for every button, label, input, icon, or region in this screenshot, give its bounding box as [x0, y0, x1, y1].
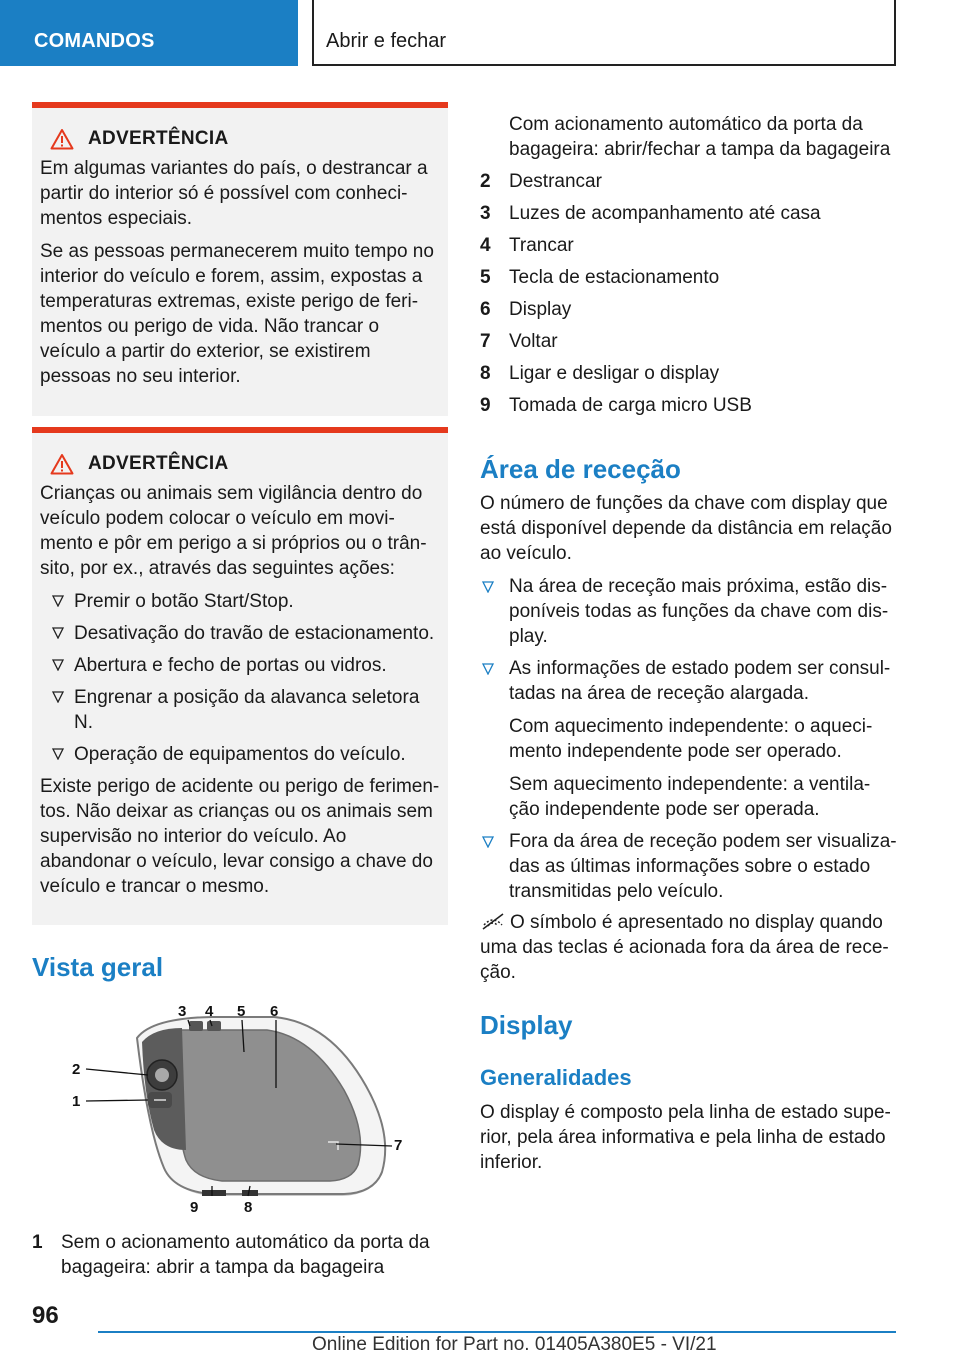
no-signal-icon	[480, 912, 506, 930]
legend-number: 2	[480, 171, 491, 192]
chapter-header	[312, 0, 896, 66]
legend-text: Voltar	[509, 331, 558, 352]
legend-item	[480, 361, 900, 386]
reception-list	[480, 574, 900, 911]
legend-item	[480, 329, 900, 354]
triangle-bullet-icon	[52, 595, 64, 607]
list-item-text: Operação de equipamentos do veículo.	[74, 744, 406, 765]
list-item-text: As informações de estado podem ser consul-tadas na área de receção alargada.	[509, 658, 891, 704]
callout-label: 9	[190, 1199, 199, 1215]
triangle-bullet-icon	[52, 659, 64, 671]
warning-box-1	[32, 102, 448, 416]
triangle-bullet-icon	[482, 581, 494, 593]
legend-number: 3	[480, 203, 491, 224]
legend-item	[32, 1230, 442, 1280]
list-item	[40, 685, 440, 735]
legend-text: Ligar e desligar o display	[509, 363, 720, 384]
legend-text: Sem o acionamento automático da porta da bagageira: abrir a tampa da bagageira	[61, 1232, 430, 1278]
list-item	[480, 829, 900, 904]
display-heading: Display	[480, 1010, 573, 1040]
list-item	[480, 574, 900, 649]
right-column	[480, 112, 900, 425]
legend-text: Tecla de estacionamento	[509, 267, 720, 288]
legend-text: Trancar	[509, 235, 574, 256]
section-title: COMANDOS	[34, 30, 155, 52]
symbol-note	[480, 910, 900, 985]
callout-label: 8	[244, 1199, 253, 1215]
symbol-note-text: O símbolo é apresentado no display quando uma das teclas é acionada fora da área de rece-ção.	[480, 912, 889, 983]
display-text: O display é composto pela linha de estado supe-rior, pela área informativa e pela linha de estado inferior.	[480, 1102, 891, 1173]
legend-number: 6	[480, 299, 491, 320]
callout-label: 7	[394, 1137, 403, 1154]
legend-text: Display	[509, 299, 572, 320]
warning-intro: Crianças ou animais sem vigilância dentro do veículo podem colocar o veículo em movi-mento e pôr em perigo a si próprios ou o trân-sito, por ex., através das seguintes ações:	[40, 483, 427, 579]
section-tab	[0, 0, 298, 66]
triangle-bullet-icon	[52, 627, 64, 639]
warning-icon	[50, 453, 74, 475]
warning-outro: Existe perigo de acidente ou perigo de ferimen-tos. Não deixar as crianças ou os animais sem supervisão no interior do veículo. Ao abandonar o veículo, levar consigo a chave do veículo e trancar o mesmo.	[40, 776, 440, 897]
legend-text: Com acionamento automático da porta da bagageira: abrir/fechar a tampa da bagageira	[509, 114, 891, 160]
callout-label: 2	[72, 1061, 81, 1078]
chapter-title: Abrir e fechar	[326, 30, 447, 52]
warning-title: ADVERTÊNCIA	[88, 128, 229, 149]
callout-label: 6	[270, 1003, 279, 1020]
legend-item	[480, 393, 900, 418]
warning-paragraph: Em algumas variantes do país, o destrancar a partir do interior só é possível com conheci-mentos especiais.	[40, 158, 428, 229]
callout-label: 1	[72, 1093, 81, 1110]
list-item-text: Desativação do travão de estacionamento.	[74, 623, 435, 644]
triangle-bullet-icon	[482, 836, 494, 848]
legend-item	[480, 169, 900, 194]
legend-number: 1	[32, 1232, 43, 1253]
list-item-text: Abertura e fecho de portas ou vidros.	[74, 655, 387, 676]
key-display-illustration	[62, 1000, 422, 1215]
callout-label: 3	[178, 1003, 187, 1020]
legend-text: Tomada de carga micro USB	[509, 395, 752, 416]
page-number: 96	[32, 1302, 59, 1329]
list-item-text: Fora da área de receção podem ser visualiza-das as últimas informações sobre o estado transmitidas pelo veículo.	[509, 831, 897, 902]
list-subparagraph: Sem aquecimento independente: a ventila-ção independente pode ser operada.	[509, 774, 871, 820]
list-item	[40, 653, 440, 678]
legend-item	[480, 297, 900, 322]
list-item	[40, 589, 440, 614]
legend-number: 7	[480, 331, 491, 352]
list-subparagraph: Com aquecimento independente: o aqueci-mento independente pode ser operado.	[509, 716, 873, 762]
triangle-bullet-icon	[52, 691, 64, 703]
reception-intro: O número de funções da chave com display que está disponível depende da distância em relação ao veículo.	[480, 493, 892, 564]
warning-box-2	[32, 427, 448, 925]
list-item-text: Premir o botão Start/Stop.	[74, 591, 294, 612]
legend-number: 4	[480, 235, 491, 256]
legend-number: 9	[480, 395, 491, 416]
footer-edition: Online Edition for Part no. 01405A380E5 - VI/21	[312, 1334, 717, 1355]
list-item	[40, 742, 440, 767]
overview-heading: Vista geral	[32, 952, 164, 982]
warning-paragraph: Se as pessoas permanecerem muito tempo no interior do veículo e forem, assim, expostas a temperaturas extremas, existe perigo de feri-mentos ou perigo de vida. Não trancar o veículo a partir do exterior, se existirem pessoas no seu interior.	[40, 241, 434, 387]
legend-text: Destrancar	[509, 171, 602, 192]
list-item-text: Na área de receção mais próxima, estão dis-poníveis todas as funções da chave com dis-play.	[509, 576, 889, 647]
list-item	[40, 621, 440, 646]
warning-list	[40, 589, 440, 767]
list-item	[480, 656, 900, 822]
legend-item	[480, 201, 900, 226]
legend-text: Luzes de acompanhamento até casa	[509, 203, 821, 224]
legend-number: 5	[480, 267, 491, 288]
list-item-text: Engrenar a posição da alavanca seletora N.	[74, 687, 420, 733]
triangle-bullet-icon	[52, 748, 64, 760]
legend-item	[480, 265, 900, 290]
legend-item	[480, 112, 900, 162]
triangle-bullet-icon	[482, 663, 494, 675]
legend-number: 8	[480, 363, 491, 384]
callout-label: 5	[237, 1003, 246, 1020]
warning-icon	[50, 128, 74, 150]
display-subheading: Generalidades	[480, 1065, 632, 1090]
callout-label: 4	[205, 1003, 214, 1020]
reception-heading: Área de receção	[480, 454, 681, 484]
footer-divider	[98, 1331, 896, 1333]
warning-title: ADVERTÊNCIA	[88, 453, 229, 474]
legend-item	[480, 233, 900, 258]
